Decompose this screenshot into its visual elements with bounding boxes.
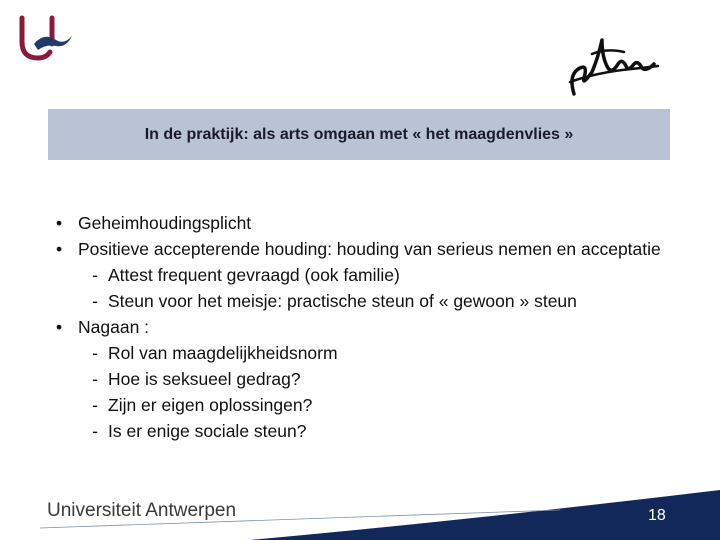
sub-text: Steun voor het meisje: practische steun of « gewoon » steun [108,291,577,311]
bullet-marker: • [56,213,63,233]
bullet-item [52,314,692,340]
sub-marker: - [92,421,98,441]
sub-item [52,418,692,444]
bullet-text: Nagaan : [78,317,150,337]
sub-item [52,288,692,314]
bullet-text: Geheimhoudingsplicht [78,213,252,233]
bullet-list [52,210,692,444]
page-number: 18 [648,507,666,524]
sub-marker: - [92,265,98,285]
bullet-marker: • [56,239,63,259]
bullet-item [52,236,692,262]
sub-text: Rol van maagdelijkheidsnorm [108,343,338,363]
bullet-item [52,210,692,236]
bullet-text: Positieve accepterende houding: houding van serieus nemen en acceptatie [78,239,661,259]
sub-marker: - [92,395,98,415]
sub-item [52,392,692,418]
sub-text: Zijn er eigen oplossingen? [108,395,313,415]
sub-text: Hoe is seksueel gedrag? [108,369,301,389]
title-bar [48,109,670,160]
sub-marker: - [92,343,98,363]
signature-icon [562,34,662,100]
sub-text: Attest frequent gevraagd (ook familie) [108,265,400,285]
university-logo-icon [16,14,74,64]
university-name: Universiteit Antwerpen [47,500,237,521]
sub-marker: - [92,369,98,389]
bullet-marker: • [56,317,63,337]
sub-item [52,262,692,288]
sub-item [52,366,692,392]
slide-title: In de praktijk: als arts omgaan met « het maagdenvlies » [144,125,574,143]
sub-marker: - [92,291,98,311]
sub-text: Is er enige sociale steun? [108,421,307,441]
sub-item [52,340,692,366]
